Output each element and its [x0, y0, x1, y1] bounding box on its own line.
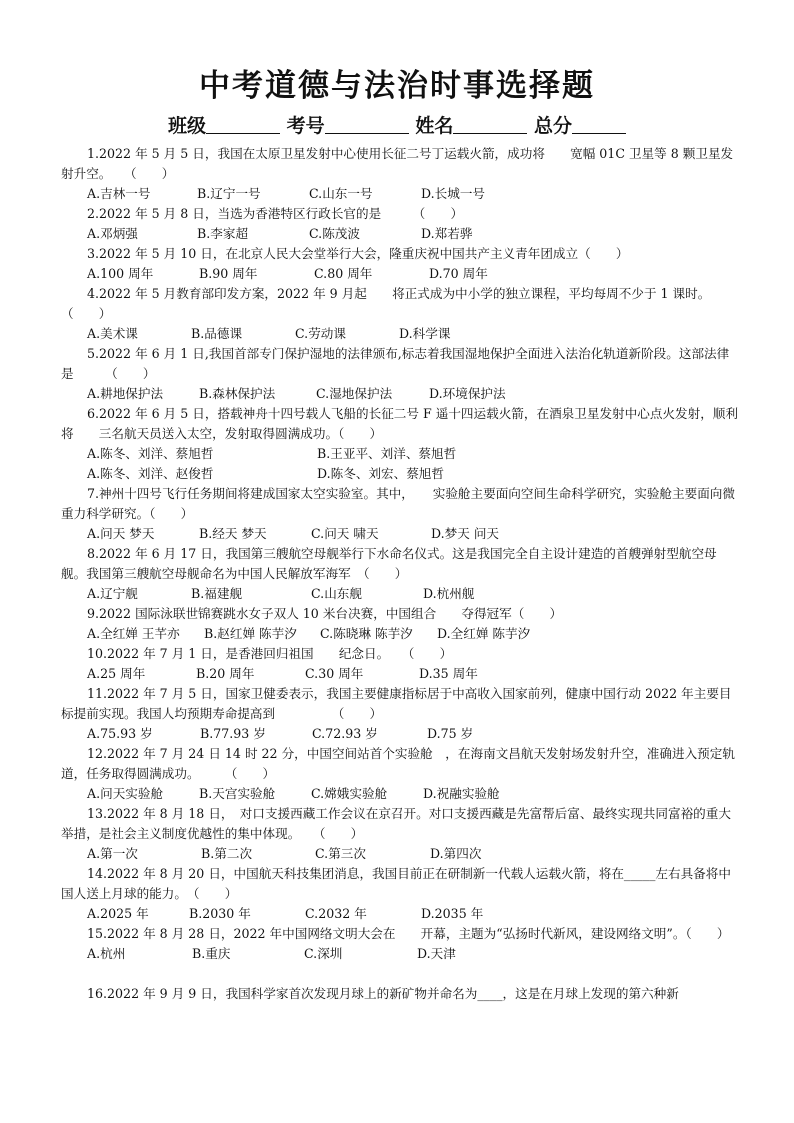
question-options [61, 784, 741, 804]
option-d[interactable]: D.35 周年 [419, 666, 478, 681]
option-c[interactable]: C.陈晓琳 陈芋汐 [320, 626, 413, 641]
spacer [61, 964, 741, 984]
option-d[interactable]: D.环境保护法 [429, 386, 506, 401]
question-options [61, 464, 741, 484]
option-d[interactable]: D.杭州舰 [423, 586, 475, 601]
score-label: 总分 [533, 115, 572, 137]
question-options [61, 384, 741, 404]
option-b[interactable]: B.天宫实验舱 [199, 786, 276, 801]
option-d[interactable]: D.天津 [417, 946, 456, 961]
option-a[interactable]: A.耕地保护法 [87, 386, 164, 401]
option-b[interactable]: B.辽宁一号 [197, 186, 261, 201]
option-b[interactable]: B.重庆 [192, 946, 231, 961]
number-label: 考号 [286, 115, 325, 137]
question-14 [61, 864, 741, 924]
question-options [61, 184, 741, 204]
option-a[interactable]: A.25 周年 [87, 666, 146, 681]
option-b[interactable]: B.经天 梦天 [199, 526, 267, 541]
question-15 [61, 924, 741, 964]
option-d[interactable]: D.梦天 问天 [431, 526, 500, 541]
question-text: 13.2022 年 8 月 18 日， 对口支援西藏工作会议在京召开。对口支援西藏是先富帮后富、最终实现共同富裕的重大举措，是社会主义制度优越性的集中体现。 （ ） [61, 806, 731, 841]
question-1 [61, 144, 741, 204]
question-text: 2.2022 年 5 月 8 日，当选为香港特区行政长官的是 （ ） [87, 206, 464, 221]
question-8 [61, 544, 741, 604]
name-blank[interactable] [453, 115, 527, 134]
question-options [61, 944, 741, 964]
option-b[interactable]: B.森林保护法 [199, 386, 276, 401]
class-label: 班级 [168, 115, 207, 137]
question-text: 8.2022 年 6 月 17 日，我国第三艘航空母舰举行下水命名仪式。这是我国完全自主设计建造的首艘弹射型航空母舰。我国第三艘航空母舰命名为中国人民解放军海军 （ ） [61, 546, 717, 581]
option-c[interactable]: C.深圳 [304, 946, 343, 961]
question-options [61, 844, 741, 864]
question-text: 12.2022 年 7 月 24 日 14 时 22 分，中国空间站首个实验舱 ，在海南文昌航天发射场发射升空，准确进入预定轨道，任务取得圆满成功。 （ ） [61, 746, 735, 781]
question-text: 14.2022 年 8 月 20 日，中国航天科技集团消息，我国目前正在研制新一代载人运载火箭，将在_____左右具备将中国人送上月球的能力。 （ ） [61, 866, 731, 901]
question-3 [61, 244, 741, 284]
question-options [61, 724, 741, 744]
option-a[interactable]: A.吉林一号 [87, 186, 151, 201]
option-a[interactable]: A.全红婵 王芊亦 [87, 626, 180, 641]
student-info-line [0, 111, 794, 138]
option-c[interactable]: C.劳动课 [295, 326, 346, 341]
score-blank[interactable] [572, 115, 626, 134]
question-4 [61, 284, 741, 344]
question-text: 11.2022 年 7 月 5 日，国家卫健委表示，我国主要健康指标居于中高收入国家前列，健康中国行动 2022 年主要目标提前实现。我国人均预期寿命提高到 （ ） [61, 686, 732, 721]
option-d[interactable]: D.第四次 [430, 846, 482, 861]
option-a[interactable]: A.邓炳强 [87, 226, 138, 241]
question-options [61, 264, 741, 284]
option-c[interactable]: C.山东舰 [311, 586, 362, 601]
option-b[interactable]: B.福建舰 [191, 586, 243, 601]
question-text: 1.2022 年 5 月 5 日，我国在太原卫星发射中心使用长征二号丁运载火箭，成功将 宽幅 01C 卫星等 8 颗卫星发射升空。 （ ） [61, 146, 734, 181]
option-a-alt[interactable]: A.陈冬、刘洋、赵俊哲 [87, 466, 214, 481]
option-d[interactable]: D.75 岁 [427, 726, 474, 741]
question-options [61, 524, 741, 544]
option-b[interactable]: B.90 周年 [199, 266, 258, 281]
option-d[interactable]: D.全红婵 陈芋汐 [437, 626, 531, 641]
option-a[interactable]: A.第一次 [87, 846, 138, 861]
option-d[interactable]: D.长城一号 [421, 186, 486, 201]
option-c[interactable]: C.2032 年 [305, 906, 367, 921]
option-a[interactable]: A.问天 梦天 [87, 526, 155, 541]
question-5 [61, 344, 741, 404]
number-blank[interactable] [325, 115, 409, 134]
option-a[interactable]: A.75.93 岁 [87, 726, 153, 741]
question-6 [61, 404, 741, 484]
option-d[interactable]: D.2035 年 [421, 906, 484, 921]
option-b[interactable]: B.赵红婵 陈芋汐 [204, 626, 297, 641]
page-title: 中考道德与法治时事选择题 [199, 68, 595, 104]
option-a[interactable]: A.美术课 [87, 326, 138, 341]
option-d[interactable]: D.70 周年 [429, 266, 488, 281]
option-b[interactable]: B.2030 年 [189, 906, 251, 921]
option-a[interactable]: A.100 周年 [87, 266, 154, 281]
option-c[interactable]: C.嫦娥实验舱 [311, 786, 388, 801]
option-a[interactable]: A.杭州 [87, 946, 126, 961]
question-text: 9.2022 国际泳联世锦赛跳水女子双人 10 米台决赛，中国组合 夺得冠军（ ） [87, 606, 563, 621]
question-text: 5.2022 年 6 月 1 日,我国首部专门保护湿地的法律颁布,标志着我国湿地保护全面进入法治化轨道新阶段。这部法律是 （ ） [61, 346, 730, 381]
question-9 [61, 604, 741, 644]
option-a[interactable]: A.2025 年 [87, 906, 149, 921]
option-a[interactable]: A.陈冬、刘洋、蔡旭哲 [87, 446, 214, 461]
option-b[interactable]: B.第二次 [201, 846, 253, 861]
question-text: 3.2022 年 5 月 10 日，在北京人民大会堂举行大会，隆重庆祝中国共产主义青年团成立（ ） [87, 246, 629, 261]
question-options [61, 224, 741, 244]
question-options [61, 584, 741, 604]
name-label: 姓名 [415, 115, 454, 137]
question-2 [61, 204, 741, 244]
question-text: 6.2022 年 6 月 5 日，搭载神舟十四号载人飞船的长征二号 F 遥十四运载火箭，在酒泉卫星发射中心点火发射，顺利将 三名航天员送入太空，发射取得圆满成功。（ ） [61, 406, 738, 441]
class-blank[interactable] [206, 115, 280, 134]
option-c[interactable]: C.问天 啸天 [311, 526, 379, 541]
option-c[interactable]: C.80 周年 [314, 266, 373, 281]
option-d[interactable]: D.郑若骅 [421, 226, 473, 241]
option-b[interactable]: B.品德课 [191, 326, 243, 341]
question-text: 7.神州十四号飞行任务期间将建成国家太空实验室。其中， 实验舱主要面向空间生命科学研究，实验舱主要面向微重力科学研究。（ ） [61, 486, 735, 521]
question-12 [61, 744, 741, 804]
question-13 [61, 804, 741, 864]
question-text: 10.2022 年 7 月 1 日，是香港回归祖国 纪念日。 （ ） [87, 646, 453, 661]
option-b[interactable]: B.李家超 [197, 226, 249, 241]
question-text: 4.2022 年 5 月教育部印发方案，2022 年 9 月起 将正式成为中小学的独立课程，平均每周不少于 1 课时。 （ ） [61, 286, 717, 321]
option-c[interactable]: C.山东一号 [309, 186, 373, 201]
question-11 [61, 684, 741, 744]
question-16-text: 16.2022 年 9 月 9 日，我国科学家首次发现月球上的新矿物并命名为____，这是在月球上发现的第六种新 [87, 986, 679, 1001]
option-c[interactable]: C.72.93 岁 [312, 726, 378, 741]
question-10 [61, 644, 741, 684]
option-c[interactable]: C.湿地保护法 [316, 386, 393, 401]
question-text: 15.2022 年 8 月 28 日，2022 年中国网络文明大会在 开幕，主题为“弘扬时代新风，建设网络文明”。（ ） [87, 926, 730, 941]
option-a[interactable]: A.问天实验舱 [87, 786, 164, 801]
option-a[interactable]: A.辽宁舰 [87, 586, 138, 601]
option-c[interactable]: C.第三次 [315, 846, 366, 861]
option-b[interactable]: B.20 周年 [196, 666, 255, 681]
question-options [61, 664, 741, 684]
option-d[interactable]: D.科学课 [399, 326, 451, 341]
option-b[interactable]: B.77.93 岁 [200, 726, 266, 741]
question-options [61, 904, 741, 924]
question-options [61, 444, 741, 464]
question-options [61, 324, 741, 344]
question-7 [61, 484, 741, 544]
question-list [61, 144, 741, 1004]
option-d[interactable]: D.陈冬、刘宏、蔡旭哲 [317, 466, 444, 481]
option-c[interactable]: C.30 周年 [305, 666, 364, 681]
option-b[interactable]: B.王亚平、刘洋、蔡旭哲 [317, 446, 457, 461]
option-c[interactable]: C.陈茂波 [309, 226, 360, 241]
question-options [61, 624, 741, 644]
option-d[interactable]: D.祝融实验舱 [423, 786, 500, 801]
